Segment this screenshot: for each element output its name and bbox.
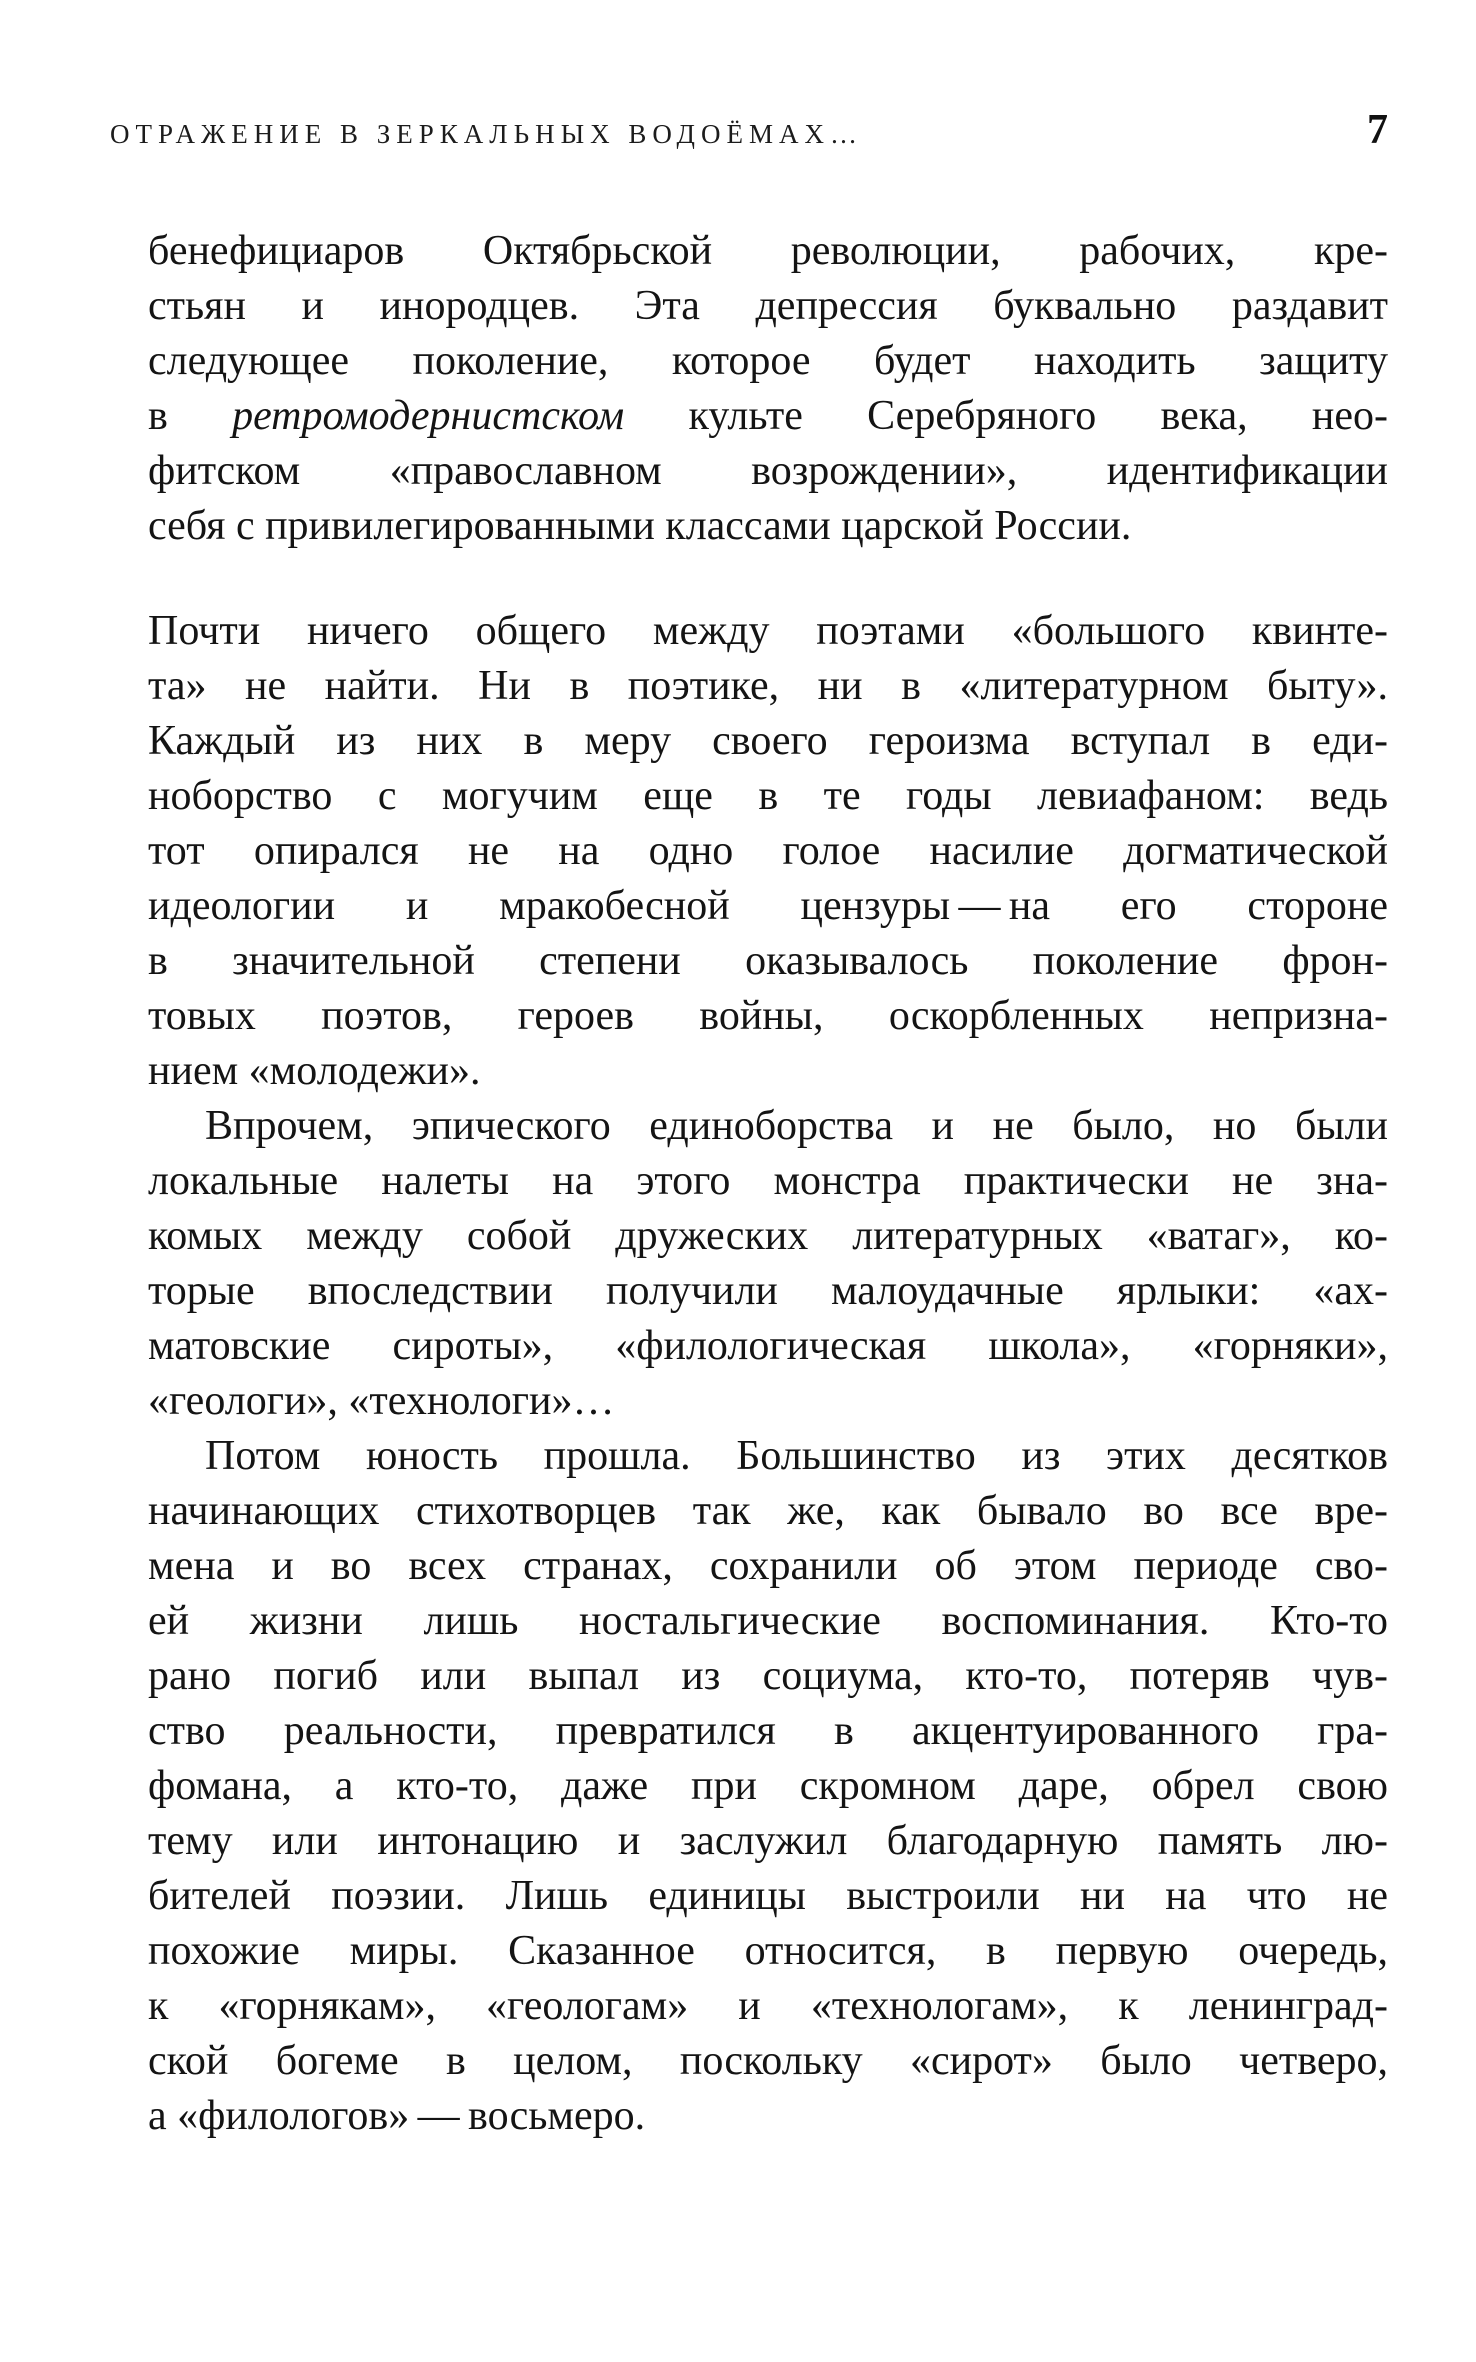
text-line: в ретромодернистском культе Серебряного века, нео- [148,393,1388,439]
text-line: мена и во всех странах, сохранили об этом периоде сво- [148,1543,1388,1589]
text-line: фомана, а кто-то, даже при скромном даре, обрел свою [148,1763,1388,1809]
text-line: к «горнякам», «геологам» и «технологам», к ленинград- [148,1983,1388,2029]
text-line: локальные налеты на этого монстра практически не зна- [148,1158,1388,1204]
text-line: Потом юность прошла. Большинство из этих десятков [205,1433,1388,1479]
text-line: а «филологов» — восьмеро. [148,2093,646,2139]
italic-text: ретромодернистском [232,393,625,439]
text-line: «геологи», «технологи»… [148,1378,615,1424]
text-line: ей жизни лишь ностальгические воспоминания. Кто-то [148,1598,1388,1644]
paragraph [148,224,1388,554]
text-line: стьян и инородцев. Эта депрессия буквально раздавит [148,283,1388,329]
paragraph [148,1099,1388,1429]
text-line: товых поэтов, героев войны, оскорбленных непризна- [148,993,1388,1039]
text-line: та» не найти. Ни в поэтике, ни в «литературном быту». [148,663,1388,709]
paragraph [148,604,1388,1099]
text-line: ноборство с могучим еще в те годы левиафаном: ведь [148,773,1388,819]
page-header [110,106,1388,154]
text-line: начинающих стихотворцев так же, как бывало во все вре- [148,1488,1388,1534]
text-line: похожие миры. Сказанное относится, в первую очередь, [148,1928,1388,1974]
text-line: себя с привилегированными классами царской России. [148,503,1132,549]
text-line: ской богеме в целом, поскольку «сирот» было четверо, [148,2038,1388,2084]
text-line: бенефициаров Октябрьской революции, рабочих, кре- [148,228,1388,274]
text-line: комых между собой дружеских литературных «ватаг», ко- [148,1213,1388,1259]
text-line: торые впоследствии получили малоудачные ярлыки: «ах- [148,1268,1388,1314]
text-line: следующее поколение, которое будет находить защиту [148,338,1388,384]
text-line: Каждый из них в меру своего героизма вступал в еди- [148,718,1388,764]
text-line: Впрочем, эпического единоборства и не было, но были [205,1103,1388,1149]
text-line: в значительной степени оказывалось поколение фрон- [148,938,1388,984]
text-line: бителей поэзии. Лишь единицы выстроили ни на что не [148,1873,1388,1919]
text-line: фитском «православном возрождении», идентификации [148,448,1388,494]
text-line: Почти ничего общего между поэтами «большого квинте- [148,608,1388,654]
page-number: 7 [1367,107,1388,153]
paragraph [148,1429,1388,2144]
text-line: рано погиб или выпал из социума, кто-то, потеряв чув- [148,1653,1388,1699]
text-line: нием «молодежи». [148,1048,481,1094]
text-line: матовские сироты», «филологическая школа», «горняки», [148,1323,1388,1369]
text-line: идеологии и мракобесной цензуры — на его стороне [148,883,1388,929]
running-title: ОТРАЖЕНИЕ В ЗЕРКАЛЬНЫХ ВОДОЁМАХ… [110,119,863,149]
text-line: тот опирался не на одно голое насилие догматической [148,828,1388,874]
text-line: тему или интонацию и заслужил благодарную память лю- [148,1818,1388,1864]
text-line: ство реальности, превратился в акцентуированного гра- [148,1708,1388,1754]
body-text [148,224,1388,2144]
